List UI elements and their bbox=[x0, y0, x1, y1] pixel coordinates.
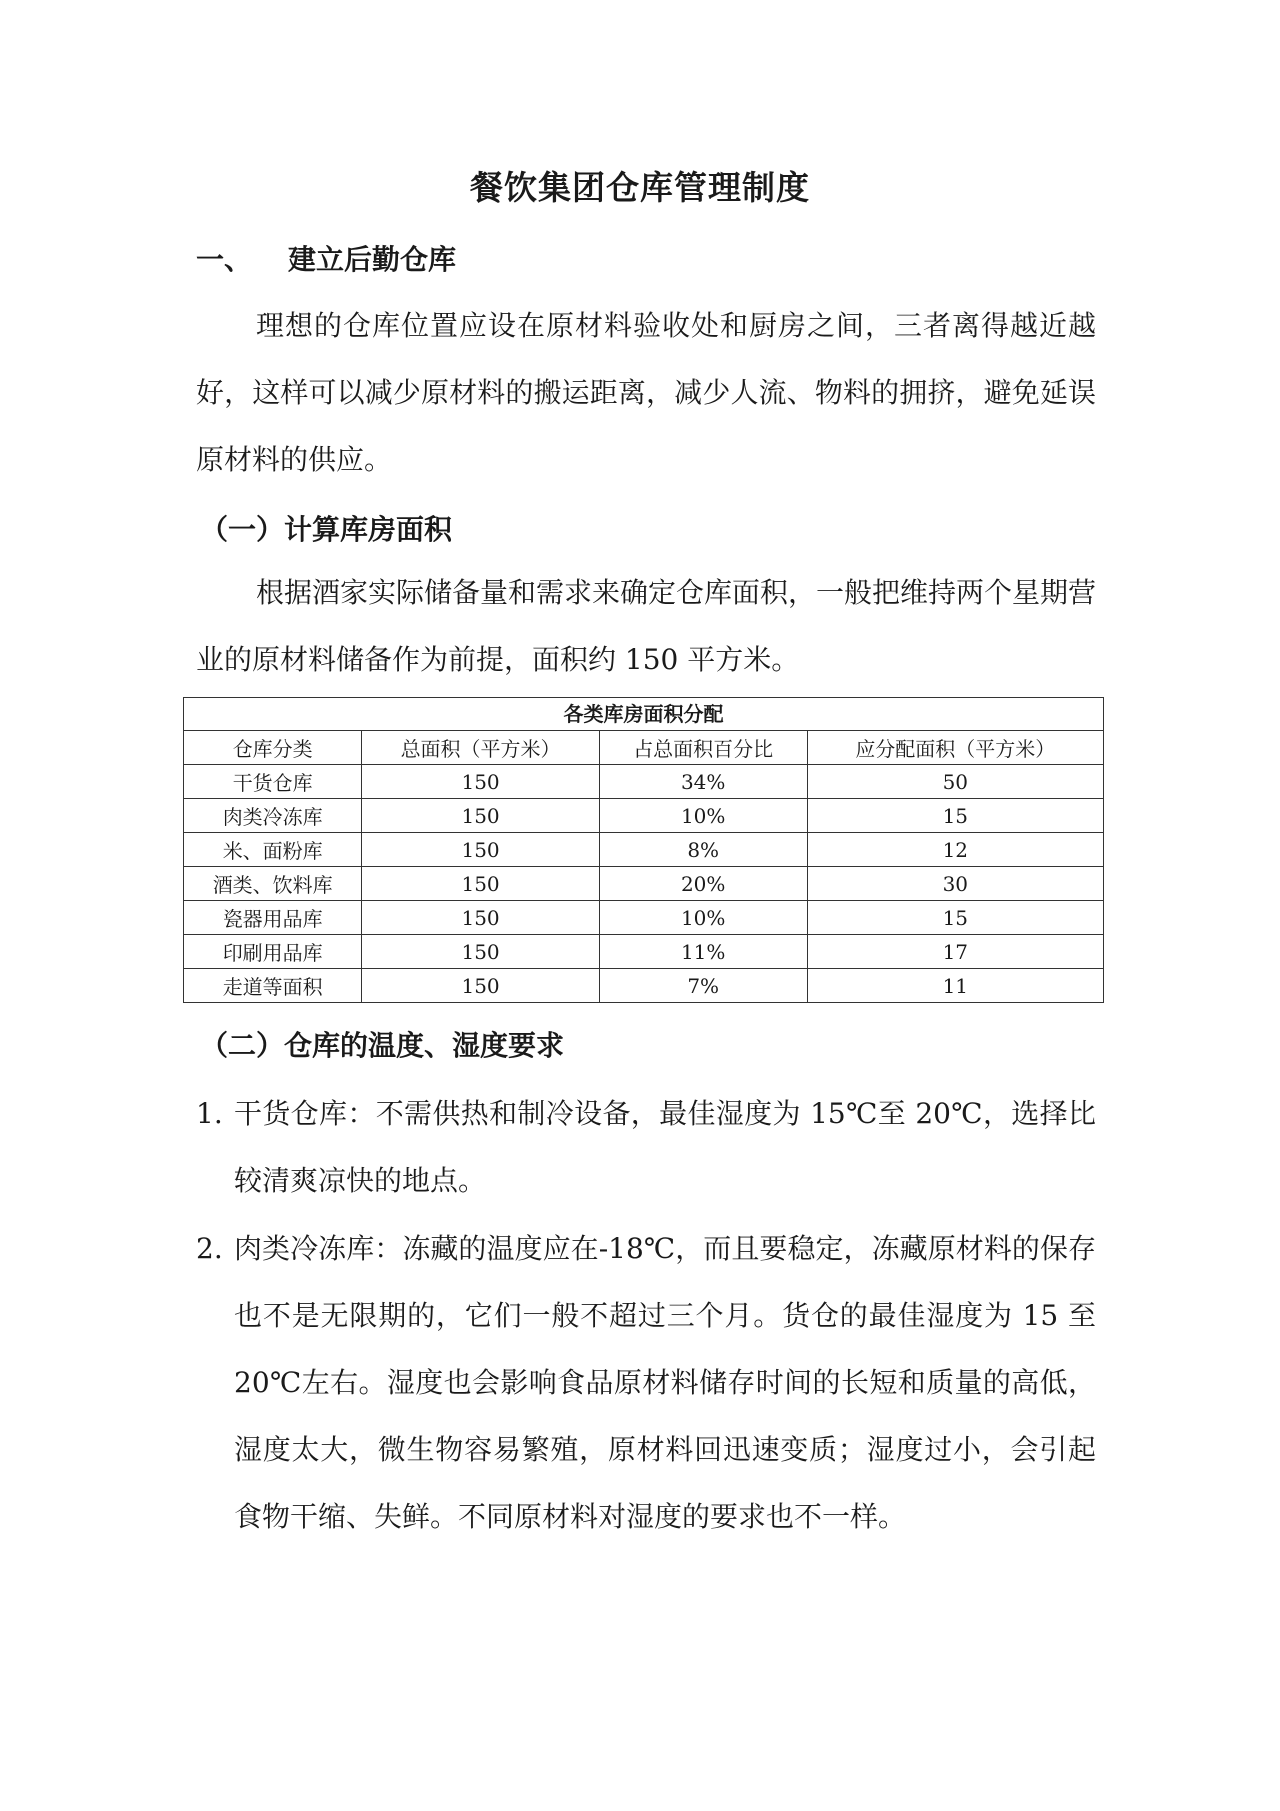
table-cell: 150 bbox=[362, 799, 599, 833]
table-cell: 17 bbox=[807, 935, 1103, 969]
subsection-heading-climate: （二）仓库的温度、湿度要求 bbox=[200, 1029, 565, 1062]
table-cell: 7% bbox=[599, 969, 807, 1003]
table-row bbox=[184, 765, 1104, 799]
table-cell: 50 bbox=[807, 765, 1103, 799]
climate-list bbox=[196, 1080, 1096, 1214]
document-title: 餐饮集团仓库管理制度 bbox=[470, 168, 810, 207]
table-row bbox=[184, 935, 1104, 969]
list-item-number: 1. bbox=[196, 1097, 223, 1130]
list-item-number: 2. bbox=[196, 1232, 223, 1265]
table-cell: 12 bbox=[807, 833, 1103, 867]
section-title: 建立后勤仓库 bbox=[288, 243, 457, 276]
table-header-cell: 总面积（平方米） bbox=[362, 731, 599, 765]
table-cell: 10% bbox=[599, 901, 807, 935]
table-cell: 150 bbox=[362, 867, 599, 901]
table-header-cell: 仓库分类 bbox=[184, 731, 362, 765]
list-item bbox=[196, 1080, 1096, 1214]
subsection-heading-area: （一）计算库房面积 bbox=[200, 513, 453, 546]
table-cell: 150 bbox=[362, 833, 599, 867]
table-cell: 印刷用品库 bbox=[184, 935, 362, 969]
table-row bbox=[184, 901, 1104, 935]
table-cell: 11 bbox=[807, 969, 1103, 1003]
area-paragraph: 根据酒家实际储备量和需求来确定仓库面积，一般把维持两个星期营业的原材料储备作为前提，面积约 150 平方米。 bbox=[196, 576, 1097, 676]
table-cell: 10% bbox=[599, 799, 807, 833]
section-number: 一、 bbox=[196, 243, 253, 276]
table-header-row bbox=[184, 731, 1104, 765]
climate-list bbox=[196, 1215, 1096, 1550]
table-cell: 150 bbox=[362, 765, 599, 799]
table-cell: 150 bbox=[362, 969, 599, 1003]
table-cell: 30 bbox=[807, 867, 1103, 901]
table-cell: 20% bbox=[599, 867, 807, 901]
table-cell: 150 bbox=[362, 901, 599, 935]
section-paragraph: 理想的仓库位置应设在原材料验收处和厨房之间，三者离得越近越好，这样可以减少原材料的搬运距离，减少人流、物料的拥挤，避免延误原材料的供应。 bbox=[196, 309, 1096, 476]
table-cell: 瓷器用品库 bbox=[184, 901, 362, 935]
table-cell: 34% bbox=[599, 765, 807, 799]
table-cell: 8% bbox=[599, 833, 807, 867]
area-allocation-table bbox=[183, 697, 1104, 1003]
table-row bbox=[184, 799, 1104, 833]
table-cell: 肉类冷冻库 bbox=[184, 799, 362, 833]
table-cell: 米、面粉库 bbox=[184, 833, 362, 867]
table-header-cell: 应分配面积（平方米） bbox=[807, 731, 1103, 765]
table-cell: 15 bbox=[807, 901, 1103, 935]
table-header-cell: 占总面积百分比 bbox=[599, 731, 807, 765]
table-cell: 11% bbox=[599, 935, 807, 969]
table-cell: 酒类、饮料库 bbox=[184, 867, 362, 901]
list-item bbox=[196, 1215, 1096, 1550]
table-caption: 各类库房面积分配 bbox=[183, 697, 1104, 730]
section-heading bbox=[196, 238, 456, 278]
table-row bbox=[184, 833, 1104, 867]
list-item-text: 肉类冷冻库：冻藏的温度应在-18℃，而且要稳定，冻藏原材料的保存也不是无限期的，它们一般不超过三个月。货仓的最佳湿度为 15 至 20℃左右。湿度也会影响食品原材料储存时间的长短和质量的高低，湿度太大，微生物容易繁殖，原材料回迅速变质；湿度过小，会引起食物干缩、失鲜。不同原材料对湿度的要求也不一样。 bbox=[234, 1232, 1096, 1533]
table-cell: 15 bbox=[807, 799, 1103, 833]
list-item-text: 干货仓库：不需供热和制冷设备，最佳湿度为 15℃至 20℃，选择比较清爽凉快的地点。 bbox=[234, 1097, 1096, 1197]
table-row bbox=[184, 867, 1104, 901]
table-row bbox=[184, 969, 1104, 1003]
table-cell: 走道等面积 bbox=[184, 969, 362, 1003]
table-cell: 干货仓库 bbox=[184, 765, 362, 799]
table-cell: 150 bbox=[362, 935, 599, 969]
